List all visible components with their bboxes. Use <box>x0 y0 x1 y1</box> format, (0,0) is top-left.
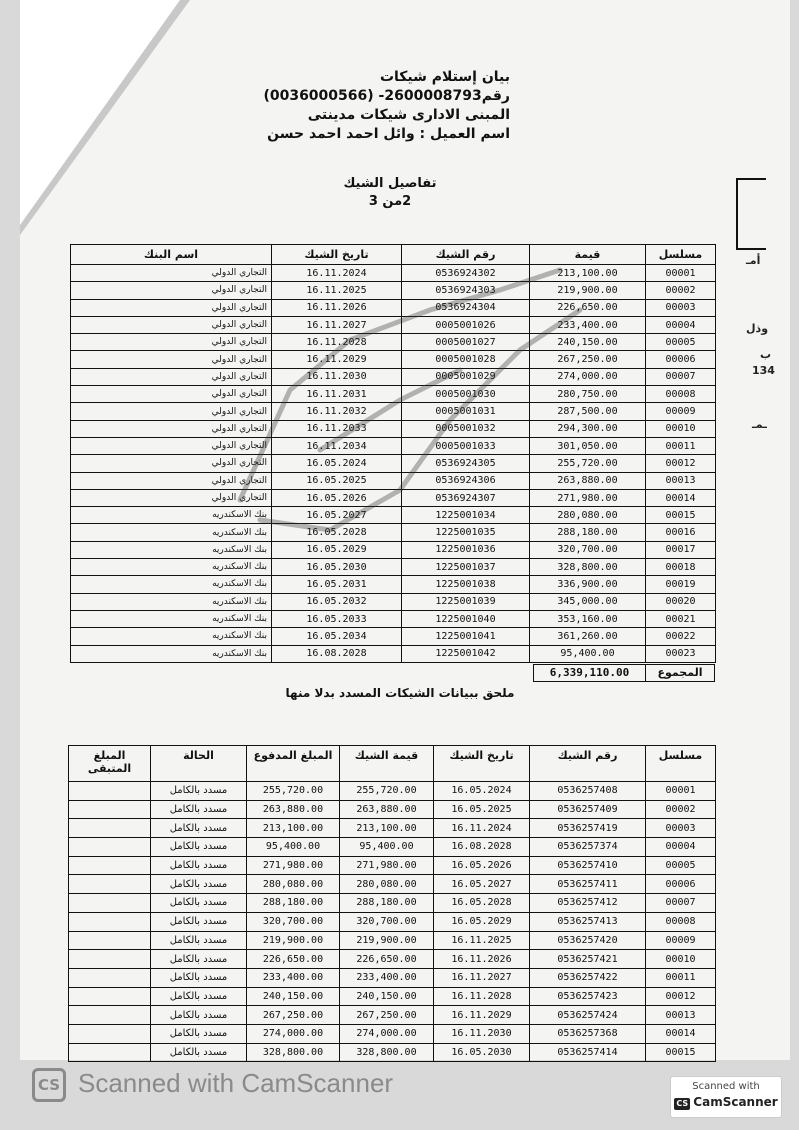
serial-cell: 00015 <box>646 507 716 524</box>
amount-cell: 255,720.00 <box>530 455 646 472</box>
cheque-value-cell: 267,250.00 <box>340 1006 434 1025</box>
bank-name-cell: التجاري الدولي <box>71 386 272 403</box>
table-header-row <box>71 245 716 265</box>
remaining-amount-cell <box>69 968 151 987</box>
bank-name-cell: التجاري الدولي <box>71 420 272 437</box>
serial-cell: 00022 <box>646 628 716 645</box>
scanner-watermark-text: Scanned with CamScanner <box>78 1068 394 1098</box>
table-row <box>71 437 716 454</box>
table-row <box>69 819 716 838</box>
status-cell: مسدد بالكامل <box>151 987 247 1006</box>
amount-cell: 219,900.00 <box>530 282 646 299</box>
cheque-date-cell: 16.08.2028 <box>272 645 402 662</box>
status-cell: مسدد بالكامل <box>151 782 247 801</box>
bank-name-cell: التجاري الدولي <box>71 351 272 368</box>
cheque-date-cell: 16.05.2034 <box>272 628 402 645</box>
badge-brand: CamScanner <box>693 1095 778 1109</box>
cheque-number-cell: 1225001035 <box>402 524 530 541</box>
bank-name-cell: بنك الاسكندريه <box>71 628 272 645</box>
cheque-number-cell: 0536924303 <box>402 282 530 299</box>
cheques-table <box>70 244 716 663</box>
cheque-date-cell: 16.05.2026 <box>272 489 402 506</box>
remaining-amount-cell <box>69 1024 151 1043</box>
table-row <box>71 628 716 645</box>
table-row <box>71 386 716 403</box>
header-cheque-number: رقم الشيك <box>402 245 530 265</box>
table-row <box>71 334 716 351</box>
table-row <box>71 576 716 593</box>
bank-name-cell: التجاري الدولي <box>71 265 272 282</box>
header-bank-name: اسم البنك <box>71 245 272 265</box>
bank-name-cell: بنك الاسكندريه <box>71 645 272 662</box>
table-row <box>69 987 716 1006</box>
amount-cell: 328,800.00 <box>530 559 646 576</box>
table-row <box>71 455 716 472</box>
cheque-number-cell: 0536924302 <box>402 265 530 282</box>
serial-cell: 00016 <box>646 524 716 541</box>
serial-cell: 00021 <box>646 610 716 627</box>
side-frame-fragment <box>736 178 766 250</box>
bank-name-cell: بنك الاسكندريه <box>71 610 272 627</box>
cheque-number-cell: 0536257421 <box>530 950 646 969</box>
paid-amount-cell: 267,250.00 <box>247 1006 340 1025</box>
amount-cell: 320,700.00 <box>530 541 646 558</box>
cheque-number-cell: 0536257420 <box>530 931 646 950</box>
serial-cell: 00003 <box>646 299 716 316</box>
table-row <box>71 299 716 316</box>
cheque-number-cell: 0536924305 <box>402 455 530 472</box>
cheque-number-cell: 0536924307 <box>402 489 530 506</box>
side-fragment-text: ب <box>760 348 772 361</box>
cheque-number-cell: 0536257424 <box>530 1006 646 1025</box>
badge-line2 <box>671 1095 781 1110</box>
bank-name-cell: بنك الاسكندريه <box>71 507 272 524</box>
status-cell: مسدد بالكامل <box>151 819 247 838</box>
document-title: بيان إستلام شيكات <box>379 69 510 85</box>
cheque-number-cell: 1225001038 <box>402 576 530 593</box>
status-cell: مسدد بالكامل <box>151 912 247 931</box>
cheque-date-cell: 16.11.2031 <box>272 386 402 403</box>
serial-cell: 00002 <box>646 282 716 299</box>
table-row <box>71 351 716 368</box>
bank-name-cell: بنك الاسكندريه <box>71 593 272 610</box>
cheque-number-cell: 0005001027 <box>402 334 530 351</box>
cheque-date-cell: 16.11.2032 <box>272 403 402 420</box>
side-fragment-text: وذل <box>746 322 769 335</box>
cheque-number-cell: 1225001042 <box>402 645 530 662</box>
serial-cell: 00015 <box>646 1043 716 1062</box>
table-row <box>69 950 716 969</box>
cheque-date-cell: 16.05.2029 <box>272 541 402 558</box>
paid-amount-cell: 263,880.00 <box>247 800 340 819</box>
serial-cell: 00008 <box>646 386 716 403</box>
cheque-number-cell: 0005001028 <box>402 351 530 368</box>
bank-name-cell: التجاري الدولي <box>71 455 272 472</box>
serial-cell: 00008 <box>646 912 716 931</box>
cheque-date-cell: 16.11.2026 <box>434 950 530 969</box>
serial-cell: 00010 <box>646 950 716 969</box>
page-indicator: 2من 3 <box>368 194 412 209</box>
status-cell: مسدد بالكامل <box>151 950 247 969</box>
remaining-amount-cell <box>69 1006 151 1025</box>
table-row <box>71 593 716 610</box>
header-serial: مسلسل <box>646 245 716 265</box>
status-cell: مسدد بالكامل <box>151 931 247 950</box>
serial-cell: 00007 <box>646 894 716 913</box>
camscanner-badge <box>670 1076 782 1118</box>
table-row <box>71 610 716 627</box>
side-fragment-text: ـمـ <box>752 418 767 431</box>
cheque-number-cell: 0536257374 <box>530 838 646 857</box>
serial-cell: 00020 <box>646 593 716 610</box>
serial-cell: 00017 <box>646 541 716 558</box>
remaining-amount-cell <box>69 987 151 1006</box>
cheque-date-cell: 16.05.2029 <box>434 912 530 931</box>
cheque-value-cell: 328,800.00 <box>340 1043 434 1062</box>
table-row <box>71 472 716 489</box>
table-row <box>69 1006 716 1025</box>
serial-cell: 00009 <box>646 931 716 950</box>
cheque-number-cell: 1225001034 <box>402 507 530 524</box>
cheque-date-cell: 16.11.2027 <box>434 968 530 987</box>
cheque-date-cell: 16.05.2028 <box>272 524 402 541</box>
header-paid-amount: المبلغ المدفوع <box>247 746 340 782</box>
amount-cell: 233,400.00 <box>530 316 646 333</box>
bank-name-cell: التجاري الدولي <box>71 489 272 506</box>
serial-cell: 00014 <box>646 1024 716 1043</box>
cheque-date-cell: 16.05.2033 <box>272 610 402 627</box>
serial-cell: 00019 <box>646 576 716 593</box>
side-fragment-text: أمـ <box>746 254 761 267</box>
amount-cell: 95,400.00 <box>530 645 646 662</box>
amount-cell: 240,150.00 <box>530 334 646 351</box>
client-name: اسم العميل : وائل احمد احمد حسن <box>267 126 510 142</box>
side-fragment-text: 134 <box>752 364 775 377</box>
cheque-number-cell: 0536257419 <box>530 819 646 838</box>
cheque-value-cell: 255,720.00 <box>340 782 434 801</box>
cheque-number-cell: 0536257414 <box>530 1043 646 1062</box>
remaining-amount-cell <box>69 782 151 801</box>
serial-cell: 00012 <box>646 987 716 1006</box>
total-row <box>533 664 715 682</box>
cheque-date-cell: 16.11.2034 <box>272 437 402 454</box>
cheque-number-cell: 0536257408 <box>530 782 646 801</box>
status-cell: مسدد بالكامل <box>151 800 247 819</box>
cheque-number-cell: 1225001041 <box>402 628 530 645</box>
remaining-amount-cell <box>69 875 151 894</box>
paid-amount-cell: 328,800.00 <box>247 1043 340 1062</box>
header-serial: مسلسل <box>646 746 716 782</box>
cheque-value-cell: 95,400.00 <box>340 838 434 857</box>
cheque-number-cell: 0536257368 <box>530 1024 646 1043</box>
serial-cell: 00006 <box>646 351 716 368</box>
table-row <box>69 931 716 950</box>
amount-cell: 361,260.00 <box>530 628 646 645</box>
cheque-number-cell: 0005001029 <box>402 368 530 385</box>
amount-cell: 226,650.00 <box>530 299 646 316</box>
remaining-amount-cell <box>69 950 151 969</box>
serial-cell: 00001 <box>646 265 716 282</box>
cheque-number-cell: 0536257409 <box>530 800 646 819</box>
details-title: تفاصيل الشيك <box>343 176 437 191</box>
cheque-date-cell: 16.11.2028 <box>272 334 402 351</box>
amount-cell: 301,050.00 <box>530 437 646 454</box>
remaining-amount-cell <box>69 931 151 950</box>
cheque-number-cell: 0536257412 <box>530 894 646 913</box>
cheque-date-cell: 16.05.2030 <box>272 559 402 576</box>
cheque-value-cell: 219,900.00 <box>340 931 434 950</box>
paid-amount-cell: 95,400.00 <box>247 838 340 857</box>
cheque-number-cell: 0536257410 <box>530 856 646 875</box>
remaining-amount-cell <box>69 894 151 913</box>
paid-amount-cell: 219,900.00 <box>247 931 340 950</box>
cheque-date-cell: 16.11.2028 <box>434 987 530 1006</box>
bank-name-cell: التجاري الدولي <box>71 437 272 454</box>
bank-name-cell: التجاري الدولي <box>71 299 272 316</box>
cheque-number-cell: 1225001037 <box>402 559 530 576</box>
remaining-amount-cell <box>69 838 151 857</box>
header-cheque-value: قيمة الشيك <box>340 746 434 782</box>
table-row <box>71 645 716 662</box>
serial-cell: 00004 <box>646 316 716 333</box>
replaced-cheques-table <box>68 745 716 1062</box>
cheque-number-cell: 0005001031 <box>402 403 530 420</box>
status-cell: مسدد بالكامل <box>151 875 247 894</box>
serial-cell: 00004 <box>646 838 716 857</box>
cheque-number-cell: 0536924306 <box>402 472 530 489</box>
table-row <box>71 420 716 437</box>
amount-cell: 345,000.00 <box>530 593 646 610</box>
remaining-amount-cell <box>69 1043 151 1062</box>
bank-name-cell: التجاري الدولي <box>71 368 272 385</box>
header-status: الحالة <box>151 746 247 782</box>
table-row <box>69 894 716 913</box>
serial-cell: 00009 <box>646 403 716 420</box>
cheque-date-cell: 16.11.2026 <box>272 299 402 316</box>
table-row <box>71 541 716 558</box>
badge-line1: Scanned with <box>692 1081 760 1092</box>
amount-cell: 353,160.00 <box>530 610 646 627</box>
table-row <box>69 912 716 931</box>
remaining-amount-cell <box>69 856 151 875</box>
amount-cell: 288,180.00 <box>530 524 646 541</box>
header-cheque-number: رقم الشيك <box>530 746 646 782</box>
cheque-date-cell: 16.11.2033 <box>272 420 402 437</box>
bank-name-cell: بنك الاسكندريه <box>71 559 272 576</box>
serial-cell: 00018 <box>646 559 716 576</box>
header-cheque-date: تاريخ الشيك <box>434 746 530 782</box>
paid-amount-cell: 240,150.00 <box>247 987 340 1006</box>
cheque-number-cell: 1225001040 <box>402 610 530 627</box>
cheque-date-cell: 16.11.2030 <box>434 1024 530 1043</box>
cheque-value-cell: 271,980.00 <box>340 856 434 875</box>
cheque-value-cell: 288,180.00 <box>340 894 434 913</box>
paid-amount-cell: 320,700.00 <box>247 912 340 931</box>
document-header <box>150 68 510 144</box>
serial-cell: 00002 <box>646 800 716 819</box>
cheque-date-cell: 16.11.2029 <box>272 351 402 368</box>
cheque-value-cell: 280,080.00 <box>340 875 434 894</box>
serial-cell: 00006 <box>646 875 716 894</box>
bank-name-cell: التجاري الدولي <box>71 472 272 489</box>
serial-cell: 00007 <box>646 368 716 385</box>
status-cell: مسدد بالكامل <box>151 1043 247 1062</box>
cheque-value-cell: 213,100.00 <box>340 819 434 838</box>
table-row <box>69 1024 716 1043</box>
header-remaining-amount: المبلغ المتبقى <box>69 746 151 782</box>
cheque-date-cell: 16.05.2027 <box>434 875 530 894</box>
cheque-number-cell: 0536257413 <box>530 912 646 931</box>
cheque-number-cell: 0536257411 <box>530 875 646 894</box>
amount-cell: 213,100.00 <box>530 265 646 282</box>
cheque-date-cell: 16.05.2024 <box>272 455 402 472</box>
cheque-date-cell: 16.05.2026 <box>434 856 530 875</box>
cheque-date-cell: 16.05.2030 <box>434 1043 530 1062</box>
status-cell: مسدد بالكامل <box>151 968 247 987</box>
remaining-amount-cell <box>69 912 151 931</box>
table-row <box>69 968 716 987</box>
amount-cell: 287,500.00 <box>530 403 646 420</box>
remaining-amount-cell <box>69 800 151 819</box>
cheque-number-cell: 0536924304 <box>402 299 530 316</box>
receipt-number: رقم2600008793- (0036000566) <box>263 88 510 104</box>
status-cell: مسدد بالكامل <box>151 1024 247 1043</box>
amount-cell: 336,900.00 <box>530 576 646 593</box>
cheque-value-cell: 233,400.00 <box>340 968 434 987</box>
header-cheque-date: تاريخ الشيك <box>272 245 402 265</box>
cheque-date-cell: 16.05.2031 <box>272 576 402 593</box>
serial-cell: 00023 <box>646 645 716 662</box>
table-row <box>71 282 716 299</box>
amount-cell: 294,300.00 <box>530 420 646 437</box>
cheque-value-cell: 226,650.00 <box>340 950 434 969</box>
status-cell: مسدد بالكامل <box>151 838 247 857</box>
table-row <box>69 1043 716 1062</box>
cheque-date-cell: 16.05.2027 <box>272 507 402 524</box>
amount-cell: 280,080.00 <box>530 507 646 524</box>
bank-name-cell: بنك الاسكندريه <box>71 541 272 558</box>
cheque-date-cell: 16.11.2024 <box>434 819 530 838</box>
remaining-amount-cell <box>69 819 151 838</box>
cheque-value-cell: 274,000.00 <box>340 1024 434 1043</box>
paid-amount-cell: 233,400.00 <box>247 968 340 987</box>
amount-cell: 271,980.00 <box>530 489 646 506</box>
amount-cell: 280,750.00 <box>530 386 646 403</box>
cheque-date-cell: 16.05.2025 <box>434 800 530 819</box>
amount-cell: 274,000.00 <box>530 368 646 385</box>
table-row <box>71 489 716 506</box>
total-label: المجموع <box>657 666 703 679</box>
cheque-number-cell: 0005001026 <box>402 316 530 333</box>
table-row <box>69 856 716 875</box>
cheque-number-cell: 0005001030 <box>402 386 530 403</box>
serial-cell: 00011 <box>646 437 716 454</box>
paid-amount-cell: 255,720.00 <box>247 782 340 801</box>
table-row <box>71 507 716 524</box>
paid-amount-cell: 226,650.00 <box>247 950 340 969</box>
bank-name-cell: التجاري الدولي <box>71 334 272 351</box>
table-header-row <box>69 746 716 782</box>
cheque-date-cell: 16.08.2028 <box>434 838 530 857</box>
table-row <box>71 403 716 420</box>
status-cell: مسدد بالكامل <box>151 894 247 913</box>
bank-name-cell: بنك الاسكندريه <box>71 524 272 541</box>
serial-cell: 00005 <box>646 334 716 351</box>
serial-cell: 00014 <box>646 489 716 506</box>
bank-name-cell: بنك الاسكندريه <box>71 576 272 593</box>
cheque-number-cell: 1225001039 <box>402 593 530 610</box>
building-name: المبنى الادارى شيكات مدينتى <box>307 107 510 123</box>
serial-cell: 00005 <box>646 856 716 875</box>
table-row <box>69 838 716 857</box>
serial-cell: 00013 <box>646 1006 716 1025</box>
table-row <box>69 800 716 819</box>
cheque-number-cell: 1225001036 <box>402 541 530 558</box>
appendix-title: ملحق ببيانات الشيكات المسدد بدلا منها <box>285 686 515 700</box>
table-row <box>71 368 716 385</box>
table-row <box>71 559 716 576</box>
table-row <box>69 875 716 894</box>
cheque-value-cell: 320,700.00 <box>340 912 434 931</box>
serial-cell: 00012 <box>646 455 716 472</box>
cheque-date-cell: 16.05.2025 <box>272 472 402 489</box>
header-amount: قيمة <box>530 245 646 265</box>
bank-name-cell: التجاري الدولي <box>71 403 272 420</box>
cheque-date-cell: 16.11.2030 <box>272 368 402 385</box>
paid-amount-cell: 213,100.00 <box>247 819 340 838</box>
bank-name-cell: التجاري الدولي <box>71 316 272 333</box>
table-row <box>71 524 716 541</box>
serial-cell: 00003 <box>646 819 716 838</box>
cheque-date-cell: 16.11.2024 <box>272 265 402 282</box>
status-cell: مسدد بالكامل <box>151 856 247 875</box>
serial-cell: 00001 <box>646 782 716 801</box>
cheque-value-cell: 240,150.00 <box>340 987 434 1006</box>
cheque-date-cell: 16.11.2025 <box>272 282 402 299</box>
cheque-date-cell: 16.11.2029 <box>434 1006 530 1025</box>
table-row <box>71 316 716 333</box>
serial-cell: 00013 <box>646 472 716 489</box>
cheque-date-cell: 16.11.2025 <box>434 931 530 950</box>
serial-cell: 00011 <box>646 968 716 987</box>
cheque-date-cell: 16.05.2032 <box>272 593 402 610</box>
table-row <box>71 265 716 282</box>
bank-name-cell: التجاري الدولي <box>71 282 272 299</box>
amount-cell: 267,250.00 <box>530 351 646 368</box>
paid-amount-cell: 274,000.00 <box>247 1024 340 1043</box>
total-value: 6,339,110.00 <box>534 665 646 681</box>
camscanner-logo-icon: CS <box>32 1068 66 1102</box>
status-cell: مسدد بالكامل <box>151 1006 247 1025</box>
paid-amount-cell: 271,980.00 <box>247 856 340 875</box>
cheque-value-cell: 263,880.00 <box>340 800 434 819</box>
paid-amount-cell: 280,080.00 <box>247 875 340 894</box>
cheque-date-cell: 16.05.2024 <box>434 782 530 801</box>
cheque-date-cell: 16.11.2027 <box>272 316 402 333</box>
cheque-date-cell: 16.05.2028 <box>434 894 530 913</box>
table-row <box>69 782 716 801</box>
cheque-number-cell: 0536257423 <box>530 987 646 1006</box>
cheque-number-cell: 0005001032 <box>402 420 530 437</box>
serial-cell: 00010 <box>646 420 716 437</box>
cheque-number-cell: 0005001033 <box>402 437 530 454</box>
paid-amount-cell: 288,180.00 <box>247 894 340 913</box>
cheque-number-cell: 0536257422 <box>530 968 646 987</box>
amount-cell: 263,880.00 <box>530 472 646 489</box>
camscanner-icon: CS <box>674 1098 690 1110</box>
